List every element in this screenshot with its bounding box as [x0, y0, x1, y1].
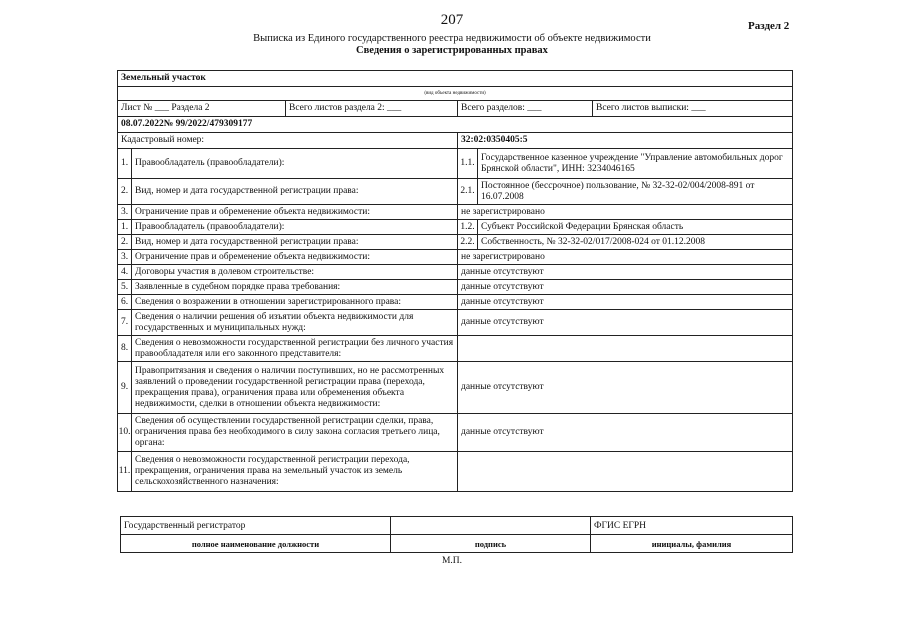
row-subnumber: 2.2.	[458, 235, 478, 250]
row-number: 11.	[118, 452, 132, 492]
row-number: 8.	[118, 336, 132, 362]
position-caption: полное наименование должности	[121, 535, 391, 553]
row-label: Правопритязания и сведения о наличии поступивших, но не рассмотренных заявлений о проведении государственной регистрации права (перехода, прекращения права), ограничения права или обременения объекта недвижимости, сделки в отношении объекта недвижимости:	[132, 362, 458, 414]
table-row	[118, 265, 793, 280]
document-subtitle: Сведения о зарегистрированных правах	[356, 45, 548, 56]
table-row	[118, 336, 793, 362]
row-value	[458, 452, 793, 492]
row-number: 1.	[118, 149, 132, 179]
table-row	[118, 414, 793, 452]
row-label: Ограничение прав и обременение объекта недвижимости:	[132, 205, 458, 220]
row-number: 3.	[118, 250, 132, 265]
row-value: данные отсутствуют	[458, 295, 793, 310]
row-value: не зарегистрировано	[458, 250, 793, 265]
rights-table	[117, 70, 793, 492]
row-number: 2.	[118, 235, 132, 250]
registrar-position: Государственный регистратор	[121, 517, 391, 535]
table-row	[118, 250, 793, 265]
row-label: Заявленные в судебном порядке права требования:	[132, 280, 458, 295]
row-value: Собственность, № 32-32-02/017/2008-024 от 01.12.2008	[478, 235, 793, 250]
row-number: 7.	[118, 310, 132, 336]
row-number: 1.	[118, 220, 132, 235]
service-name: ФГИС ЕГРН	[591, 517, 793, 535]
row-label: Ограничение прав и обременение объекта недвижимости:	[132, 250, 458, 265]
signature-caption: подпись	[391, 535, 591, 553]
row-label: Правообладатель (правообладатели):	[132, 149, 458, 179]
extract-date-number: 08.07.2022№ 99/2022/479309177	[118, 117, 793, 133]
row-number: 3.	[118, 205, 132, 220]
section-label: Раздел 2	[748, 20, 790, 32]
row-subnumber: 1.2.	[458, 220, 478, 235]
sheets-in-section: Всего листов раздела 2: ___	[286, 101, 458, 117]
row-value: не зарегистрировано	[458, 205, 793, 220]
row-number: 6.	[118, 295, 132, 310]
stamp-place: М.П.	[441, 556, 463, 566]
object-type: Земельный участок	[118, 71, 793, 87]
row-subnumber: 2.1.	[458, 179, 478, 205]
row-value: Государственное казенное учреждение "Управление автомобильных дорог Брянской области", ИНН: 3234046165	[478, 149, 793, 179]
table-row	[118, 280, 793, 295]
table-row	[118, 149, 793, 179]
table-row	[118, 362, 793, 414]
row-label: Сведения о невозможности государственной регистрации без личного участия правообладателя или его законного представителя:	[132, 336, 458, 362]
table-row	[118, 179, 793, 205]
row-number: 4.	[118, 265, 132, 280]
sheet-number: Лист № ___ Раздела 2	[118, 101, 286, 117]
row-value: Постоянное (бессрочное) пользование, № 32-32-02/004/2008-891 от 16.07.2008	[478, 179, 793, 205]
row-value: Субъект Российской Федерации Брянская область	[478, 220, 793, 235]
page-number: 207	[440, 12, 464, 28]
table-row	[118, 235, 793, 250]
row-label: Сведения о наличии решения об изъятии объекта недвижимости для государственных и муниципальных нужд:	[132, 310, 458, 336]
row-number: 10.	[118, 414, 132, 452]
table-row	[118, 205, 793, 220]
signature-block	[120, 516, 793, 553]
row-label: Правообладатель (правообладатели):	[132, 220, 458, 235]
signature-field	[391, 517, 591, 535]
table-row	[118, 220, 793, 235]
row-label: Сведения об осуществлении государственной регистрации сделки, права, ограничения права без необходимого в силу закона согласия третьего лица, органа:	[132, 414, 458, 452]
table-row	[118, 452, 793, 492]
row-value	[458, 336, 793, 362]
row-subnumber: 1.1.	[458, 149, 478, 179]
row-value: данные отсутствуют	[458, 280, 793, 295]
row-label: Договоры участия в долевом строительстве:	[132, 265, 458, 280]
row-label: Вид, номер и дата государственной регистрации права:	[132, 179, 458, 205]
table-row	[118, 310, 793, 336]
total-sections: Всего разделов: ___	[458, 101, 593, 117]
row-label: Сведения о невозможности государственной регистрации перехода, прекращения, ограничения права на земельный участок из земель сельскохозяйственного назначения:	[132, 452, 458, 492]
row-value: данные отсутствуют	[458, 265, 793, 280]
row-number: 2.	[118, 179, 132, 205]
row-label: Вид, номер и дата государственной регистрации права:	[132, 235, 458, 250]
table-row	[118, 295, 793, 310]
object-type-caption: (вид объекта недвижимости)	[118, 87, 793, 101]
row-value: данные отсутствуют	[458, 414, 793, 452]
row-number: 5.	[118, 280, 132, 295]
initials-caption: инициалы, фамилия	[591, 535, 793, 553]
cadastral-number: 32:02:0350405:5	[458, 133, 793, 149]
row-number: 9.	[118, 362, 132, 414]
row-label: Сведения о возражении в отношении зарегистрированного права:	[132, 295, 458, 310]
total-sheets: Всего листов выписки: ___	[593, 101, 793, 117]
row-value: данные отсутствуют	[458, 362, 793, 414]
cadastral-label: Кадастровый номер:	[118, 133, 458, 149]
document-title: Выписка из Единого государственного реестра недвижимости об объекте недвижимости	[253, 33, 651, 44]
row-value: данные отсутствуют	[458, 310, 793, 336]
